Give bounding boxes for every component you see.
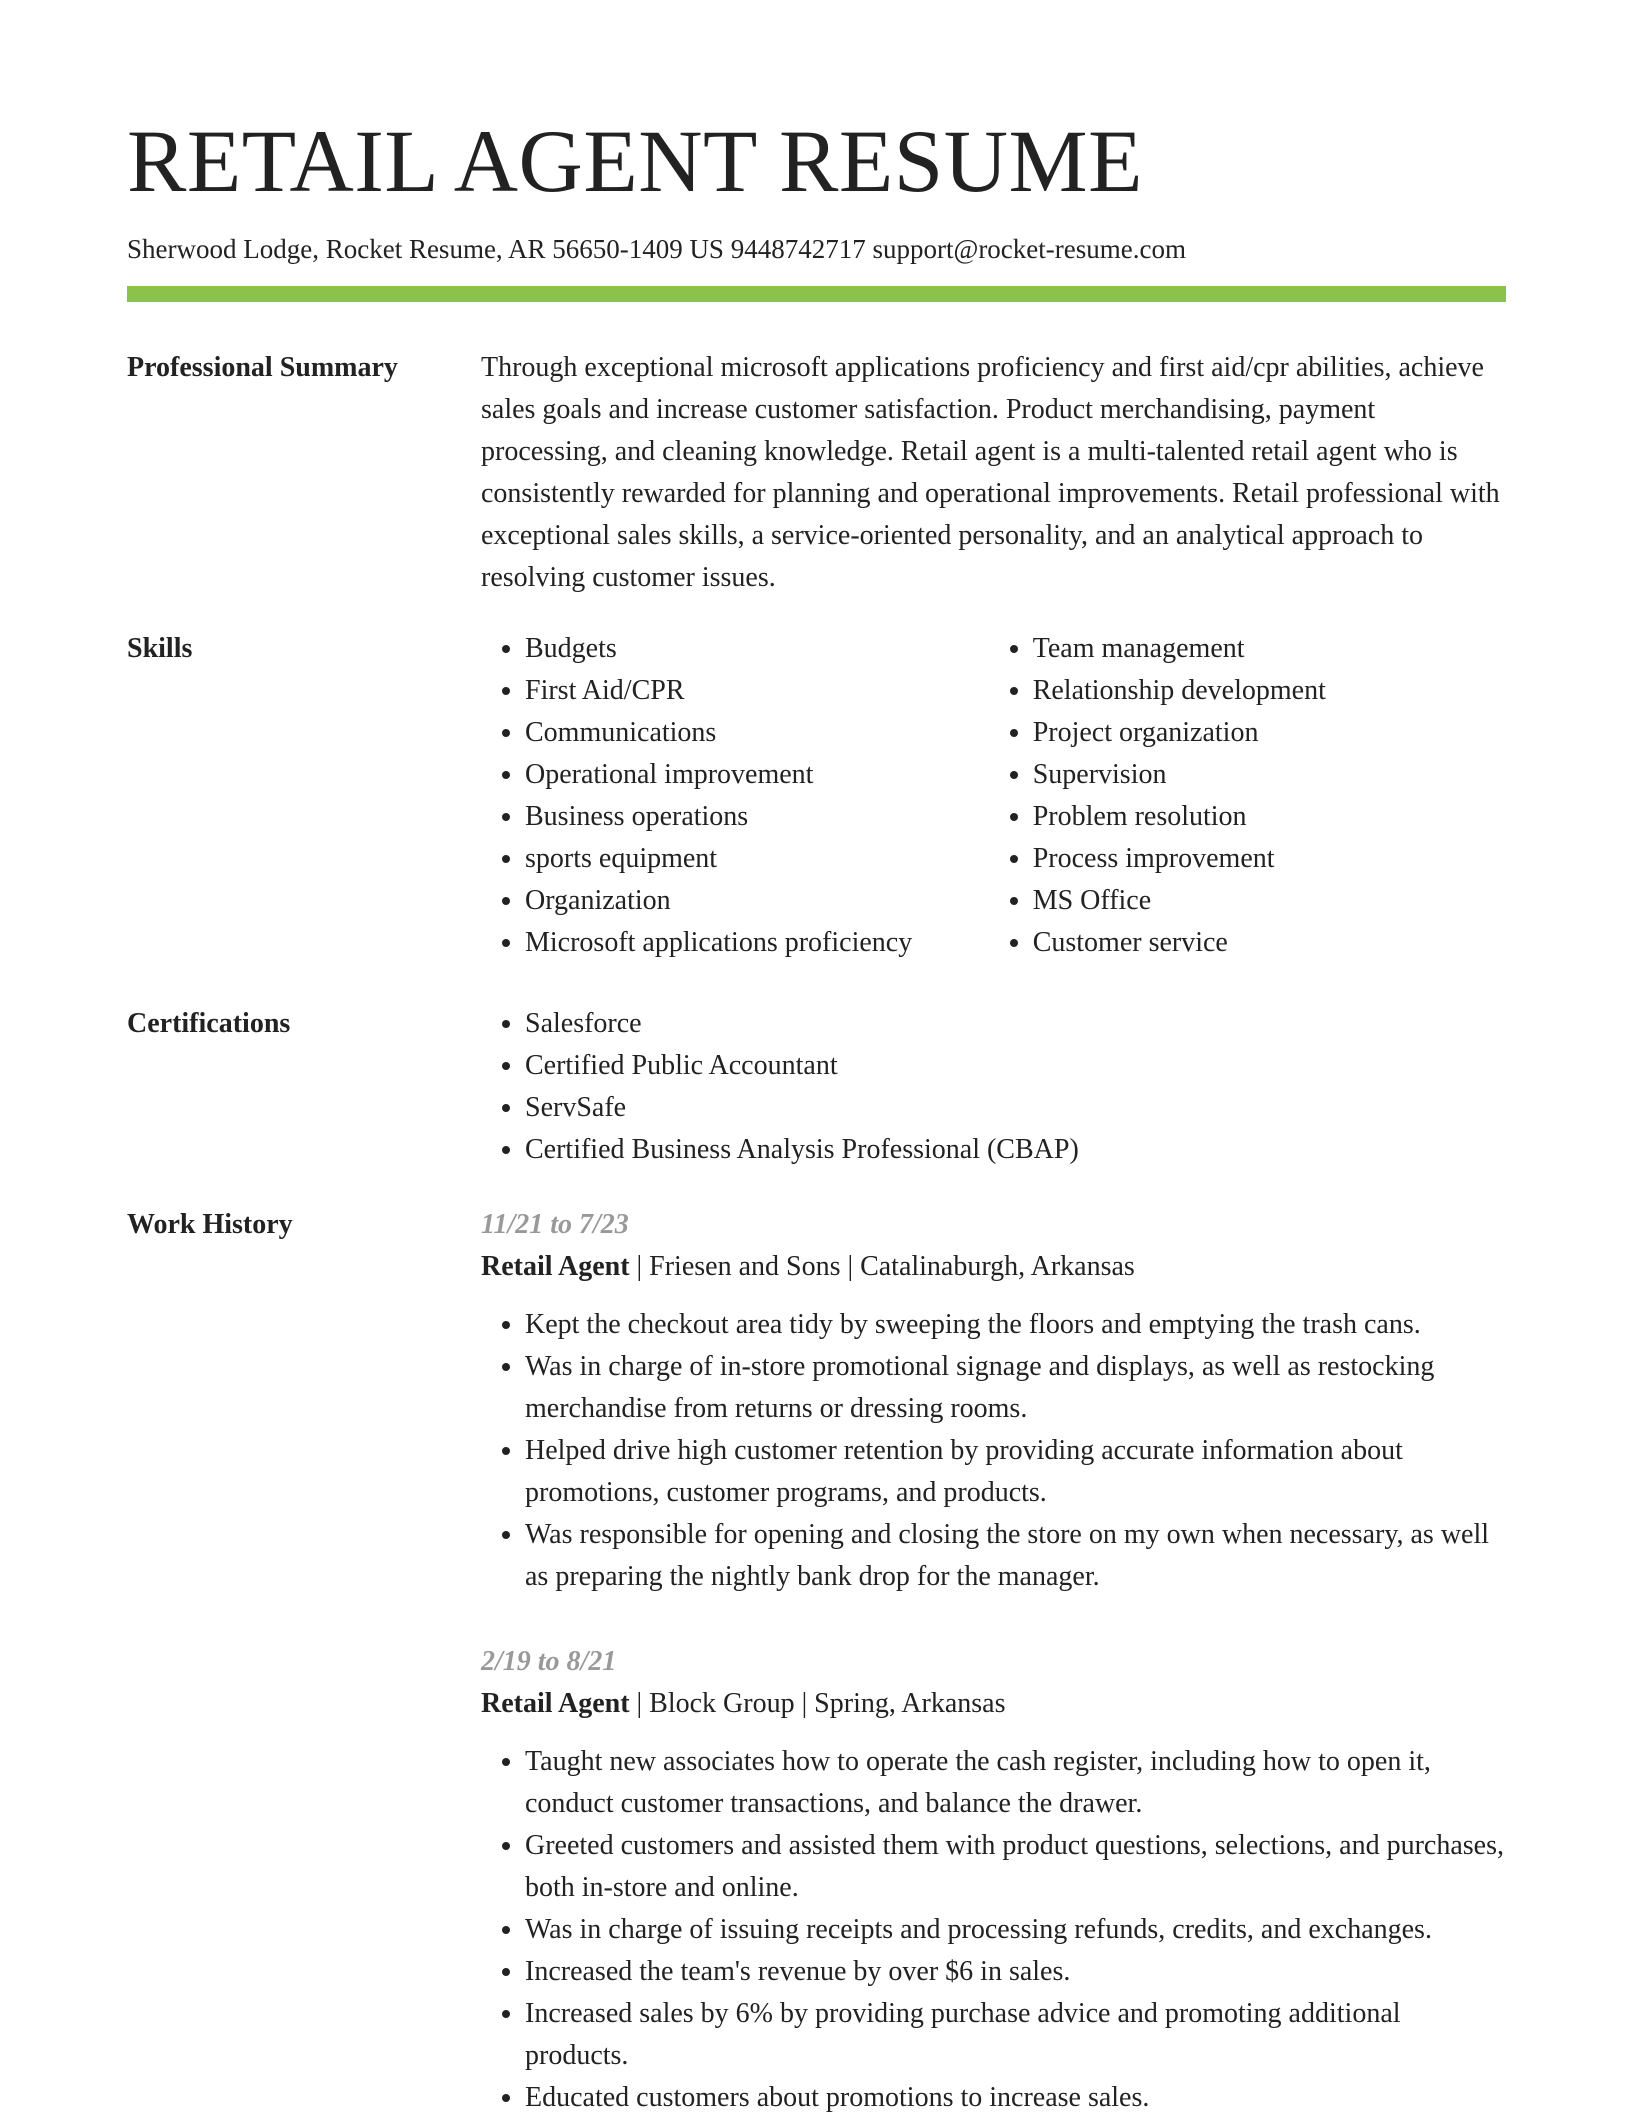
skills-list-column-1 [481, 628, 944, 964]
certification-item: • Certified Business Analysis Professional (CBAP) [525, 1129, 1506, 1171]
job-title-line [481, 1246, 1506, 1288]
skills-body [481, 628, 1506, 964]
job-duty-item: • Greeted customers and assisted them with product questions, selections, and purchases, both in-store and online. [525, 1825, 1506, 1909]
job-duty-item: • Helped drive high customer retention by providing accurate information about promotions, customer programs, and products. [525, 1430, 1506, 1514]
job-title-line [481, 1683, 1506, 1725]
job-duty-item: • Kept the checkout area tidy by sweeping the floors and emptying the trash cans. [525, 1304, 1506, 1346]
page-title: RETAIL AGENT RESUME [127, 113, 1143, 211]
skill-item: • Project organization [1033, 712, 1506, 754]
skills-columns [481, 628, 1506, 964]
job-duty-item: • Was in charge of in-store promotional signage and displays, as well as restocking merchandise from returns or dressing rooms. [525, 1346, 1506, 1430]
skill-item: • Microsoft applications proficiency [525, 922, 944, 964]
job-dates: 11/21 to 7/23 [481, 1209, 629, 1240]
section-label-work-history: Work History [127, 1209, 293, 1240]
skill-item: • Team management [1033, 628, 1506, 670]
skill-item: • Problem resolution [1033, 796, 1506, 838]
skill-item: • Process improvement [1033, 838, 1506, 880]
summary-body [481, 347, 1506, 599]
header-divider [127, 286, 1506, 302]
skill-item: • First Aid/CPR [525, 670, 944, 712]
skill-item: • Business operations [525, 796, 944, 838]
skill-item: • Supervision [1033, 754, 1506, 796]
job-role: Retail Agent [481, 1251, 630, 1282]
job-duties-list [481, 1304, 1506, 1598]
skill-item: • Budgets [525, 628, 944, 670]
job-role: Retail Agent [481, 1688, 630, 1719]
section-label-summary: Professional Summary [127, 352, 398, 383]
job-duties-list [481, 1741, 1506, 2119]
job-employer-location: | Friesen and Sons | Catalinaburgh, Arkansas [629, 1251, 1135, 1282]
job-entry [481, 1204, 1506, 1598]
skill-item: • Operational improvement [525, 754, 944, 796]
section-label-skills: Skills [127, 633, 193, 664]
summary-text: Through exceptional microsoft applications proficiency and first aid/cpr abilities, achieve sales goals and increase customer satisfaction. Product merchandising, payment processing, and cleaning knowledge. Retail agent is a multi-talented retail agent who is consistently rewarded for planning and operational improvements. Retail professional with exceptional sales skills, a service-oriented personality, and an analytical approach to resolving customer issues. [481, 352, 1500, 593]
job-employer-location: | Block Group | Spring, Arkansas [629, 1688, 1006, 1719]
section-label-certifications: Certifications [127, 1008, 291, 1039]
skill-item: • MS Office [1033, 880, 1506, 922]
skills-list-column-2 [989, 628, 1506, 964]
certifications-list [481, 1003, 1506, 1171]
certification-item: • Certified Public Accountant [525, 1045, 1506, 1087]
work-history-body [481, 1204, 1506, 2119]
skill-item: • sports equipment [525, 838, 944, 880]
job-duty-item: • Increased the team's revenue by over $6 in sales. [525, 1951, 1506, 1993]
job-duty-item: • Increased sales by 6% by providing purchase advice and promoting additional products. [525, 1993, 1506, 2077]
job-duty-item: • Educated customers about promotions to increase sales. [525, 2077, 1506, 2119]
job-duty-item: • Was responsible for opening and closing the store on my own when necessary, as well as preparing the nightly bank drop for the manager. [525, 1514, 1506, 1598]
skill-item: • Organization [525, 880, 944, 922]
job-duty-item: • Taught new associates how to operate the cash register, including how to open it, conduct customer transactions, and balance the drawer. [525, 1741, 1506, 1825]
skill-item: • Relationship development [1033, 670, 1506, 712]
skill-item: • Customer service [1033, 922, 1506, 964]
certification-item: • Salesforce [525, 1003, 1506, 1045]
job-dates: 2/19 to 8/21 [481, 1646, 617, 1677]
skill-item: • Communications [525, 712, 944, 754]
certification-item: • ServSafe [525, 1087, 1506, 1129]
job-entry [481, 1641, 1506, 2119]
contact-info: Sherwood Lodge, Rocket Resume, AR 56650-1409 US 9448742717 support@rocket-resume.com [127, 234, 1186, 264]
certifications-body [481, 1003, 1506, 1171]
job-duty-item: • Was in charge of issuing receipts and processing refunds, credits, and exchanges. [525, 1909, 1506, 1951]
